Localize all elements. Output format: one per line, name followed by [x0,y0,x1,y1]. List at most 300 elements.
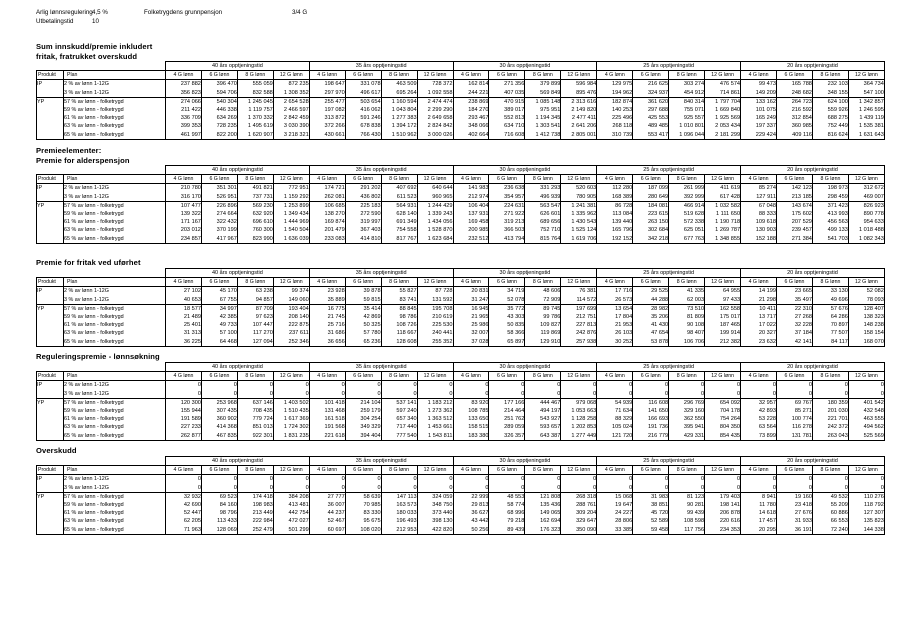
column-header-g1-c3: 12 G lønn [417,71,453,80]
cell-value: 519 628 [669,210,705,218]
table-row [37,122,885,130]
cell-value: 165 796 [597,226,633,234]
cell-value: 1 092 558 [417,89,453,98]
cell-value: 45 170 [201,287,237,296]
section-title-line1: Reguleringspremie - lønnsøkning [36,352,160,361]
cell-value: 212 751 [561,313,597,321]
cell-value: 2 149 820 [561,106,597,114]
cell-value: 271 384 [777,235,813,244]
cell-value: 329 160 [669,407,705,415]
cell-value: 0 [237,390,273,399]
cell-value: 307 435 [201,407,237,415]
cell-value: 547 100 [848,89,884,98]
cell-value: 1 342 857 [848,97,884,106]
cell-value: 324 937 [633,89,669,98]
cell-value: 226 896 [201,201,237,210]
cell-value: 8 941 [741,492,777,501]
cell-value: 106 404 [453,201,489,210]
cell-value: 472 027 [273,517,309,525]
cell-value: 168 389 [597,193,633,202]
table-row [37,193,885,202]
cell-value: 10 411 [741,304,777,313]
table-row [37,97,885,106]
column-header-g0-c0: 4 G lønn [166,278,202,287]
column-header-g1-c3: 12 G lønn [417,466,453,475]
table-row [37,509,885,517]
cell-value: 0 [705,475,741,484]
table-row [37,89,885,98]
cell-value: 64 955 [705,287,741,296]
cell-plan: 61 % av lønn - folketrygd [64,509,166,517]
cell-plan: 57 % av lønn - folketrygd [64,398,166,407]
cell-value: 0 [201,484,237,493]
cell-value: 922 301 [237,432,273,441]
cell-value: 17 804 [597,313,633,321]
cell-value: 422 820 [417,526,453,535]
cell-value: 45 720 [633,509,669,517]
cell-value: 366 503 [489,226,525,234]
cell-value: 21 298 [741,296,777,305]
cell-value: 63 564 [741,423,777,431]
cell-value: 975 951 [525,106,561,114]
cell-produkt [37,526,64,535]
column-header-g0-c3: 12 G lønn [273,372,309,381]
cell-value: 2 641 206 [561,122,597,130]
cell-value: 329 647 [561,517,597,525]
cell-value: 1 430 543 [561,218,597,226]
section-title-line1: Premie for fritak ved uførhet [36,258,141,267]
cell-value: 780 905 [561,193,597,202]
column-header-g2-c1: 6 G lønn [489,278,525,287]
cell-value: 20 831 [453,287,489,296]
column-header-g4-c2: 8 G lønn [812,71,848,80]
cell-value: 84 117 [812,338,848,347]
cell-value: 199 914 [705,329,741,337]
column-header-g3-c1: 6 G lønn [633,466,669,475]
cell-value: 240 441 [417,329,453,337]
cell-value: 98 796 [201,509,237,517]
header-produkt: Produkt [37,372,64,381]
cell-plan: 59 % av lønn - folketrygd [64,106,166,114]
cell-value: 0 [741,390,777,399]
column-header-row [37,175,885,184]
column-header-row [37,71,885,80]
cell-value: 66 553 [812,517,848,525]
header-produkt: Produkt [37,71,64,80]
cell-value: 626 601 [525,210,561,218]
header-plan: Plan [64,175,166,184]
column-header-g0-c1: 6 G lønn [201,278,237,287]
cell-value: 925 557 [669,114,705,122]
cell-value: 20 295 [741,526,777,535]
cell-value: 225 496 [597,114,633,122]
table-row [37,304,885,313]
cell-produkt: IP [37,381,64,390]
table-row [37,423,885,431]
table-overskudd [36,456,885,535]
cell-value: 1 349 434 [273,210,309,218]
cell-value: 1 623 684 [417,235,453,244]
cell-value: 520 603 [561,184,597,193]
cell-value: 144 338 [848,526,884,535]
column-header-g2-c1: 6 G lønn [489,175,525,184]
column-group-3: 25 års opptjeningstid [597,166,741,175]
cell-value: 213 185 [777,193,813,202]
cell-value: 1 160 594 [381,97,417,106]
cell-value: 130 903 [741,226,777,234]
header-plan: Plan [64,372,166,381]
cell-produkt [37,390,64,399]
cell-plan: 2 % av lønn 1-12G [64,475,166,484]
cell-value: 175 017 [705,313,741,321]
cell-value: 1 010 801 [669,122,705,130]
cell-plan: 65 % av lønn - folketrygd [64,432,166,441]
column-group-header-row [37,457,885,466]
cell-value: 263 043 [812,432,848,441]
cell-value: 222 984 [237,517,273,525]
cell-value: 88 329 [597,415,633,423]
column-header-g1-c1: 6 G lønn [345,372,381,381]
cell-value: 261 999 [669,184,705,193]
cell-value: 259 179 [345,407,381,415]
cell-value: 63 238 [237,287,273,296]
cell-value: 489 485 [633,122,669,130]
cell-value: 0 [669,484,705,493]
cell-value: 0 [525,484,561,493]
cell-value: 131 781 [777,432,813,441]
cell-value: 76 381 [561,287,597,296]
cell-value: 48 606 [525,287,561,296]
cell-value: 0 [561,475,597,484]
cell-value: 50 835 [489,321,525,329]
cell-value: 826 923 [848,201,884,210]
cell-value: 274 664 [201,210,237,218]
cell-produkt [37,501,64,509]
cell-value: 35 497 [777,296,813,305]
column-header-g4-c2: 8 G lønn [812,372,848,381]
cell-value: 165 788 [777,80,813,89]
column-group-1: 35 års opptjeningstid [309,363,453,372]
cell-value: 319 997 [345,218,381,226]
cell-value: 0 [489,390,525,399]
cell-value: 432 548 [848,407,884,415]
cell-value: 2 824 842 [417,122,453,130]
cell-value: 69 767 [777,398,813,407]
cell-value: 35 772 [489,304,525,313]
cell-value: 27 102 [166,287,202,296]
cell-value: 53 228 [741,415,777,423]
cell-value: 2 654 528 [273,97,309,106]
header-plan: Plan [64,278,166,287]
cell-value: 17 457 [741,517,777,525]
cell-value: 22 310 [777,304,813,313]
column-header-g0-c3: 12 G lønn [273,466,309,475]
cell-produkt: YP [37,492,64,501]
cell-value: 161 518 [309,415,345,423]
column-header-g1-c2: 8 G lønn [381,372,417,381]
cell-value: 227 233 [166,423,202,431]
cell-value: 25 986 [453,321,489,329]
cell-value: 0 [381,475,417,484]
column-header-g1-c0: 4 G lønn [309,278,345,287]
cell-value: 494 562 [848,423,884,431]
cell-value: 1 096 044 [669,131,705,140]
cell-value: 64 468 [201,338,237,347]
cell-value: 1 190 718 [705,218,741,226]
cell-value: 40 653 [166,296,202,305]
cell-produkt: IP [37,184,64,193]
cell-produkt [37,321,64,329]
cell-value: 175 602 [777,210,813,218]
cell-value: 64 286 [812,313,848,321]
cell-value: 98 407 [669,329,705,337]
cell-value: 232 103 [812,80,848,89]
cell-value: 24 227 [597,509,633,517]
cell-value: 0 [166,484,202,493]
cell-value: 0 [741,484,777,493]
column-header-g3-c2: 8 G lønn [669,71,705,80]
cell-value: 70 897 [812,321,848,329]
cell-value: 708 435 [237,407,273,415]
column-header-g4-c1: 6 G lønn [777,278,813,287]
cell-value: 225 530 [417,321,453,329]
cell-value: 312 672 [848,184,884,193]
cell-produkt [37,235,64,244]
cell-value: 1 082 343 [848,235,884,244]
cell-plan: 63 % av lønn - folketrygd [64,329,166,337]
cell-value: 216 592 [777,106,813,114]
table-row [37,131,885,140]
cell-value: 553 417 [633,131,669,140]
cell-value: 183 380 [453,432,489,441]
cell-value: 60 886 [812,509,848,517]
cell-value: 210 780 [166,184,202,193]
cell-value: 43 442 [453,517,489,525]
cell-value: 272 590 [345,210,381,218]
cell-value: 3 030 390 [273,122,309,130]
cell-value: 62 205 [166,517,202,525]
column-header-g2-c1: 6 G lønn [489,466,525,475]
cell-value: 0 [166,381,202,390]
cell-value: 851 013 [237,423,273,431]
cell-value: 430 661 [309,131,345,140]
cell-value: 1 528 870 [417,226,453,234]
cell-value: 81 123 [669,492,705,501]
cell-value: 0 [345,484,381,493]
column-header-g1-c1: 6 G lønn [345,278,381,287]
column-header-g4-c0: 4 G lønn [741,466,777,475]
cell-value: 90 281 [669,501,705,509]
column-group-4: 20 års opptjeningstid [741,457,885,466]
cell-value: 116 608 [633,398,669,407]
cell-value: 370 199 [201,226,237,234]
table-row [37,492,885,501]
cell-value: 704 178 [705,407,741,415]
cell-value: 331 078 [345,80,381,89]
cell-value: 293 467 [453,114,489,122]
cell-value: 0 [705,390,741,399]
cell-value: 0 [812,475,848,484]
cell-value: 1 253 899 [273,201,309,210]
cell-value: 2 474 474 [417,97,453,106]
cell-value: 81 809 [669,313,705,321]
cell-value: 32 228 [777,321,813,329]
cell-value: 628 140 [381,210,417,218]
cell-value: 414 368 [201,423,237,431]
column-group-2: 30 års opptjeningstid [453,457,597,466]
cell-value: 198 647 [309,80,345,89]
cell-value: 107 477 [166,201,202,210]
cell-value: 1 277 449 [561,432,597,441]
cell-value: 149 060 [273,296,309,305]
cell-value: 1 636 039 [273,235,309,244]
cell-value: 44 288 [633,296,669,305]
cell-value: 268 118 [597,122,633,130]
cell-value: 409 116 [777,131,813,140]
cell-value: 98 786 [381,313,417,321]
cell-value: 197 699 [561,304,597,313]
cell-value: 728 235 [201,122,237,130]
cell-value: 85 274 [741,184,777,193]
cell-value: 0 [201,390,237,399]
cell-plan: 65 % av lønn - folketrygd [64,235,166,244]
cell-value: 772 951 [273,184,309,193]
column-header-g3-c3: 12 G lønn [705,175,741,184]
cell-value: 429 331 [669,432,705,441]
cell-value: 348 750 [417,501,453,509]
cell-value: 234 857 [166,235,202,244]
cell-value: 169 458 [453,218,489,226]
cell-value: 326 357 [489,432,525,441]
column-header-g2-c0: 4 G lønn [453,278,489,287]
cell-produkt [37,338,64,347]
cell-value: 0 [273,390,309,399]
cell-value: 1 303 541 [525,122,561,130]
column-header-g4-c3: 12 G lønn [848,372,884,381]
cell-value: 351 301 [201,184,237,193]
column-header-g3-c3: 12 G lønn [705,372,741,381]
cell-value: 36 007 [309,501,345,509]
column-header-g4-c2: 8 G lønn [812,466,848,475]
cell-value: 840 314 [669,97,705,106]
cell-value: 216 625 [633,80,669,89]
cell-value: 162 814 [453,80,489,89]
cell-value: 220 616 [705,517,741,525]
table-sum-innskudd [36,61,885,140]
cell-value: 569 849 [525,89,561,98]
cell-value: 291 202 [345,184,381,193]
cell-value: 537 141 [381,398,417,407]
column-header-g0-c3: 12 G lønn [273,71,309,80]
cell-value: 94 857 [237,296,273,305]
cell-value: 1 269 787 [705,226,741,234]
cell-produkt: IP [37,287,64,296]
column-header-g3-c0: 4 G lønn [597,71,633,80]
cell-plan: 59 % av lønn - folketrygd [64,313,166,321]
cell-value: 297 688 [633,106,669,114]
cell-value: 372 266 [309,122,345,130]
cell-value: 728 372 [417,80,453,89]
cell-produkt [37,226,64,234]
cell-value: 108 726 [381,321,417,329]
column-header-g0-c0: 4 G lønn [166,372,202,381]
cell-value: 591 246 [345,114,381,122]
cell-value: 401 542 [848,398,884,407]
param-value-empty [292,17,332,26]
cell-value: 392 999 [669,193,705,202]
cell-value: 225 183 [345,201,381,210]
cell-value: 71 963 [166,526,202,535]
cell-value: 158 515 [453,423,489,431]
cell-value: 238 869 [453,97,489,106]
cell-value: 128 608 [381,338,417,347]
cell-value: 555 059 [237,80,273,89]
column-header-g0-c1: 6 G lønn [201,466,237,475]
column-group-1: 35 års opptjeningstid [309,62,453,71]
cell-value: 0 [848,381,884,390]
column-header-g4-c0: 4 G lønn [741,372,777,381]
cell-value: 0 [381,381,417,390]
cell-value: 1 335 962 [561,210,597,218]
column-header-g2-c1: 6 G lønn [489,71,525,80]
cell-value: 2 842 459 [273,114,309,122]
cell-value: 142 123 [777,184,813,193]
cell-value: 17 716 [597,287,633,296]
cell-value: 0 [273,381,309,390]
column-header-g0-c3: 12 G lønn [273,175,309,184]
cell-value: 191 568 [309,423,345,431]
param-label-lonnsregulering: Arlig lønnsregulering [36,9,93,16]
column-header-g3-c2: 8 G lønn [669,175,705,184]
cell-value: 271 356 [489,80,525,89]
cell-value: 13 717 [741,313,777,321]
cell-value: 71 634 [597,407,633,415]
cell-value: 171 167 [166,218,202,226]
cell-value: 34 719 [489,287,525,296]
cell-value: 262 081 [309,193,345,202]
cell-value: 127 094 [237,338,273,347]
column-header-g2-c0: 4 G lønn [453,175,489,184]
cell-value: 1 535 381 [848,122,884,130]
cell-value: 499 133 [812,226,848,234]
cell-value: 44 237 [309,509,345,517]
cell-value: 1 277 383 [381,114,417,122]
cell-value: 191 736 [633,423,669,431]
cell-value: 2 313 616 [561,97,597,106]
cell-value: 0 [669,475,705,484]
cell-value: 31 247 [453,296,489,305]
cell-plan: 2 % av lønn 1-12G [64,184,166,193]
cell-value: 0 [309,484,345,493]
cell-value: 0 [489,475,525,484]
column-header-g2-c3: 12 G lønn [561,175,597,184]
cell-produkt [37,509,64,517]
cell-value: 413 993 [812,210,848,218]
column-header-g4-c1: 6 G lønn [777,71,813,80]
cell-value: 0 [741,475,777,484]
cell-value: 737 731 [237,193,273,202]
section-title-reguleringspremie [36,352,186,362]
header-spacer [37,166,166,175]
cell-value: 362 550 [669,415,705,423]
cell-value: 349 329 [345,423,381,431]
column-header-g0-c0: 4 G lønn [166,71,202,80]
cell-value: 695 264 [381,89,417,98]
cell-produkt: IP [37,80,64,89]
column-header-g3-c3: 12 G lønn [705,466,741,475]
cell-value: 200 985 [453,226,489,234]
cell-value: 0 [561,390,597,399]
